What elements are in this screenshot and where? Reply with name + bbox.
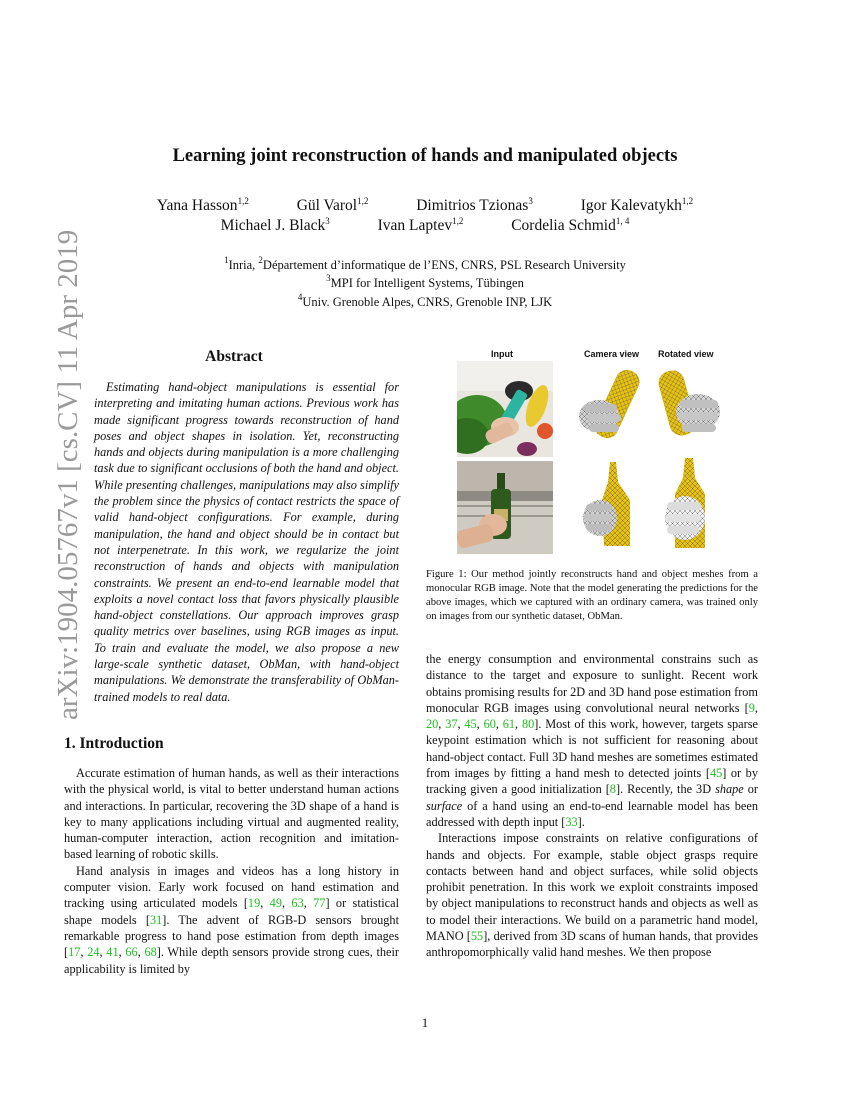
page-number: 1	[421, 1016, 429, 1030]
citation-link[interactable]: 37	[445, 717, 458, 732]
figure-label-input: Input	[491, 349, 513, 359]
figure-label-camera: Camera view	[584, 349, 640, 359]
mesh-camera-view-1	[577, 364, 647, 454]
citation-link[interactable]: 77	[313, 896, 326, 911]
citation-link[interactable]: 45	[464, 717, 477, 732]
citation-link[interactable]: 20	[426, 717, 439, 732]
author: Dimitrios Tzionas$^3$	[416, 196, 533, 214]
citation-link[interactable]: 31	[149, 912, 163, 927]
figure-caption: Figure 1: Our method jointly reconstructs hand and object meshes from a monocular RGB image. Note that the model generating the predictions for the above images, which we captured with an ordinary camera, was trained only on images from our synthetic dataset, ObMan.	[426, 569, 758, 622]
paragraph: Interactions impose constraints on relative configurations of hands and objects. For example, stable object grasps require contacts between hand and object surfaces, while solid objects prohibit penetration. In this work we exploit constraints imposed by object manipulations to reconstruct hands and objects as well as to model their interactions. We build on a parametric hand model, MANO [55], derived from 3D scans of human hands, that provides anthropomorphically valid hand meshes. We then propose	[426, 831, 758, 960]
citation-link[interactable]: 55	[470, 929, 484, 944]
citation-link[interactable]: 45	[709, 766, 723, 781]
citation-link[interactable]: 24	[87, 945, 100, 960]
affiliation: $^1$Inria, $^2$Département d’informatique de l’ENS, CNRS, PSL Research University	[224, 255, 626, 272]
intro-column-left	[64, 765, 399, 977]
abstract-text: Estimating hand-object manipulations is essential for interpreting and imitating human actions. Previous work has made significant progress towards reconstruction of hand poses and object shapes in isolation. Yet, reconstructing hands and objects during manipulation is a more challenging task due to significant occlusions of both the hand and object. While presenting challenges, manipulations may also simplify the problem since the physics of contact restricts the space of valid hand-object configurations. For example, during manipulation, the hand and object should be in contact but not interpenetrate. In this work, we regularize the joint reconstruction of hands and objects with manipulation constraints. We present an end-to-end learnable model that exploits a novel contact loss that favors physically plausible hand-object constellations. Our approach improves grasp quality metrics over baselines, using RGB images as input. To train and evaluate the model, we also propose a new large-scale synthetic dataset, ObMan, with hand-object manipulations. We demonstrate the transferability of ObMan-trained models to real data.	[94, 380, 399, 704]
affiliation: $^4$Univ. Grenoble Alpes, CNRS, Grenoble INP, LJK	[297, 292, 553, 309]
paper-title: Learning joint reconstruction of hands and manipulated objects	[172, 146, 678, 166]
author: Gül Varol$^{1,2}$	[296, 196, 369, 214]
mesh-rotated-view-2	[655, 456, 725, 552]
input-photo-vegetables	[457, 361, 553, 457]
section-heading: 1. Introduction	[64, 735, 164, 752]
affiliation: $^3$MPI for Intelligent Systems, Tübingen	[326, 273, 524, 290]
citation-link[interactable]: 33	[565, 814, 578, 829]
citation-link[interactable]: 80	[521, 717, 535, 732]
author: Cordelia Schmid$^{1, 4}$	[511, 216, 630, 234]
mesh-rotated-view-1	[656, 364, 726, 454]
citation-link[interactable]: 61	[502, 717, 516, 732]
arxiv-stamp: arXiv:1904.05767v1 [cs.CV] 11 Apr 2019	[52, 229, 84, 720]
author: Igor Kalevatykh$^{1,2}$	[580, 196, 694, 214]
paragraph: the energy consumption and environmental constrains such as distance to the target and exposure to sunlight. Recent work obtains promising results for 2D and 3D hand pose estimation from monocular RGB images using convolutional neural networks [9, 20, 37, 45, 60, 61, 80]. Most of this work, however, targets sparse keypoint estimation which is not sufficient for reasoning about hand-object contact. Full 3D hand meshes are sometimes estimated from images by fitting a hand mesh to detected joints [45] or by tracking given a good initialization [8]. Recently, the 3D shape or surface of a hand using an end-to-end learnable model has been addressed with depth input [33].	[426, 652, 759, 829]
author: Michael J. Black$^3$	[220, 216, 330, 234]
citation-link[interactable]: 66	[125, 945, 138, 960]
citation-link[interactable]: 49	[269, 896, 282, 911]
citation-link[interactable]: 17	[68, 945, 81, 960]
citation-link[interactable]: 19	[247, 896, 261, 911]
citation-link[interactable]: 60	[483, 717, 496, 732]
citation-link[interactable]: 8	[609, 782, 616, 797]
figure-label-rotated: Rotated view	[658, 349, 714, 359]
author: Yana Hasson$^{1,2}$	[156, 196, 249, 214]
citation-link[interactable]: 68	[144, 945, 157, 960]
authors-row-2	[0, 217, 850, 235]
citation-link[interactable]: 63	[291, 896, 304, 911]
intro-column-right	[426, 651, 758, 961]
author: Ivan Laptev$^{1,2}$	[377, 216, 464, 234]
citation-link[interactable]: 9	[748, 700, 755, 715]
paragraph: Hand analysis in images and videos has a long history in computer vision. Early work focused on hand estimation and tracking using articulated models [19, 49, 63, 77] or statistical shape models [31]. The advent of RGB-D sensors brought remarkable progress to hand pose estimation from depth images [17, 24, 41, 66, 68]. While depth sensors provide strong cues, their applicability is limited by	[64, 863, 400, 976]
input-photo-bottle	[457, 461, 553, 554]
abstract-heading: Abstract	[205, 348, 263, 365]
paragraph: Accurate estimation of human hands, as well as their interactions with the physical world, is vital to better understand human actions and interactions. In particular, recovering the 3D shape of a hand is key to many applications including virtual and augmented reality, human-computer interaction, action recognition and imitation-based learning of robotic skills.	[64, 766, 399, 862]
citation-link[interactable]: 41	[106, 945, 119, 960]
mesh-camera-view-2	[580, 458, 644, 552]
authors-row-1	[0, 197, 850, 215]
